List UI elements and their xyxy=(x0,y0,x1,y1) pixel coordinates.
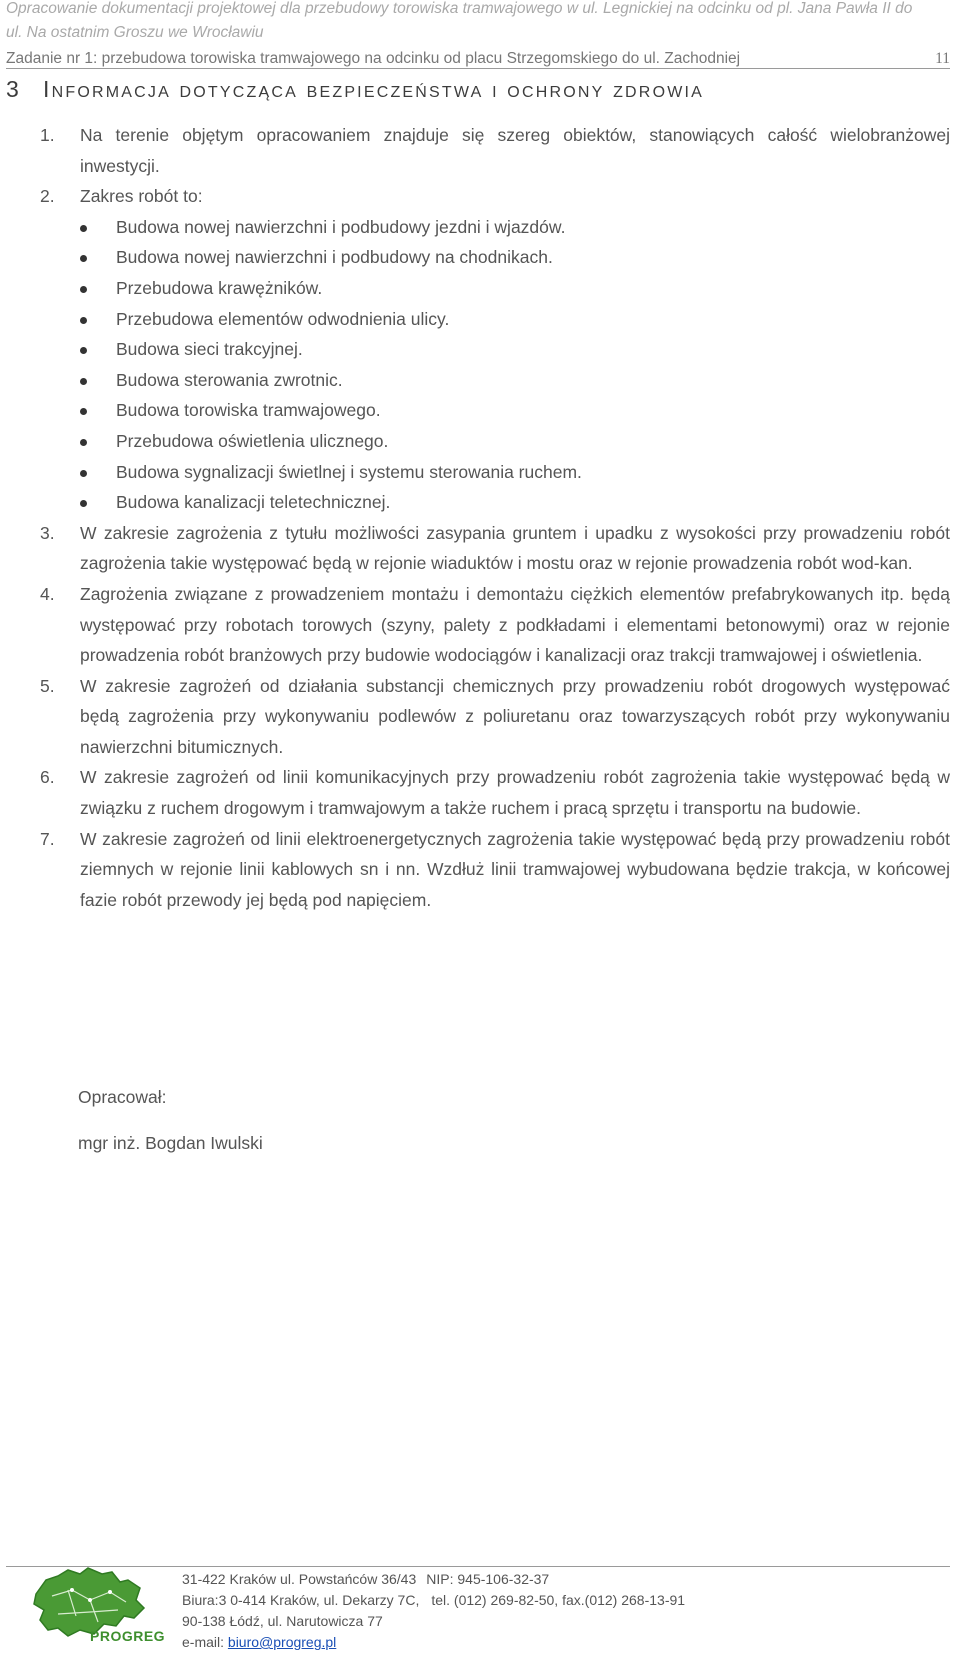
list-item-number: 7. xyxy=(40,828,55,849)
bullet-item: Budowa nowej nawierzchni i podbudowy na chodnikach. xyxy=(40,242,950,273)
list-item-text: Zakres robót to: xyxy=(80,186,203,207)
list-item-text: W zakresie zagrożenia z tytułu możliwości zasypania gruntem i upadku z wysokości przy prowadzeniu robót zagrożenia takie występować będą w rejonie wiaduktów i mostu oraz w rejonie prowadzenia robót wod-kan. xyxy=(80,522,950,574)
document-header-task: Zadanie nr 1: przebudowa torowiska tramwajowego na odcinku od placu Strzegomskiego do ul. Zachodniej xyxy=(6,50,741,67)
footer-email-label: e-mail: xyxy=(182,1634,228,1650)
footer-contact xyxy=(182,1569,685,1653)
list-item-number: 4. xyxy=(40,583,55,604)
footer-nip: NIP: 945-106-32-37 xyxy=(426,1571,550,1587)
section-heading xyxy=(6,76,704,103)
list-item-text: W zakresie zagrożeń od linii elektroenergetycznych zagrożenia takie występować będą przy prowadzeniu robót ziemnych w rejonie linii kablowych sn i nn. Wzdłuż linii tramwajowej wybudowana będzie trakcja, w końcowej fazie robót przewody jej będą pod napięciem. xyxy=(80,828,950,910)
footer-line xyxy=(182,1611,685,1632)
bullet-item: Budowa kanalizacji teletechnicznej. xyxy=(40,487,950,518)
list-item-number: 6. xyxy=(40,767,55,788)
bullet-item: Przebudowa krawężników. xyxy=(40,273,950,304)
list-item xyxy=(40,824,950,916)
header-divider xyxy=(6,68,950,69)
document-header-title-line2: ul. Na ostatnim Groszu we Wrocławiu xyxy=(6,24,264,41)
scope-bullet-list xyxy=(40,212,950,518)
bullet-item: Budowa torowiska tramwajowego. xyxy=(40,395,950,426)
section-number: 3 xyxy=(6,76,21,102)
list-item-number: 1. xyxy=(40,125,55,145)
bullet-item: Budowa nowej nawierzchni i podbudowy jezdni i wjazdów. xyxy=(40,212,950,243)
footer-line xyxy=(182,1590,685,1611)
footer-phone: tel. (012) 269-82-50, fax.(012) 268-13-91 xyxy=(431,1592,686,1608)
signature-name: mgr inż. Bogdan Iwulski xyxy=(78,1133,263,1153)
bullet-item: Budowa sygnalizacji świetlnej i systemu sterowania ruchem. xyxy=(40,457,950,488)
bullet-item: Budowa sterowania zwrotnic. xyxy=(40,365,950,396)
footer-address: 31-422 Kraków ul. Powstańców 36/43 xyxy=(182,1571,417,1587)
bullet-item: Przebudowa oświetlenia ulicznego. xyxy=(40,426,950,457)
page-number: 11 xyxy=(935,50,950,67)
email-link[interactable]: biuro@progreg.pl xyxy=(227,1634,337,1650)
footer-lodz-address: 90-138 Łódź, ul. Narutowicza 77 xyxy=(182,1613,383,1629)
document-body xyxy=(40,120,950,915)
section-title: Informacja dotycząca bezpieczeństwa i ochrony zdrowia xyxy=(43,76,705,102)
list-item-text: Zagrożenia związane z prowadzeniem montażu i demontażu ciężkich elementów prefabrykowanych itp. będą występować przy robotach torowych (szyny, palety z podkładami i elementami betonowymi) oraz w rejonie prowadzenia robót branżowych przy budowie wodociągów i kanalizacji oraz trakcji tramwajowej i oświetlenia. xyxy=(80,583,950,666)
list-item-text: W zakresie zagrożeń od linii komunikacyjnych przy prowadzeniu robót zagrożenia takie występować będą w związku z ruchem drogowym i tramwajowym a także ruchem i pracą sprzętu i transportu na budowie. xyxy=(80,767,950,819)
list-item-number: 5. xyxy=(40,675,55,696)
list-item-number: 3. xyxy=(40,522,55,543)
list-item-text: W zakresie zagrożeń od działania substancji chemicznych przy prowadzeniu robót drogowych występować będą zagrożenia przy wykonywaniu podlewów z poliuretanu oraz towarzyszących robót przy wykonywaniu nawierzchni bitumicznych. xyxy=(80,675,950,757)
document-header-title-line1: Opracowanie dokumentacji projektowej dla przebudowy torowiska tramwajowego w ul. Legnickiej na odcinku od pl. Jana Pawła II do xyxy=(6,0,913,17)
logo-text: PROGREG xyxy=(90,1628,166,1644)
footer-line xyxy=(182,1569,685,1590)
list-item xyxy=(40,579,950,671)
bullet-item: Przebudowa elementów odwodnienia ulicy. xyxy=(40,304,950,335)
list-item xyxy=(40,181,950,212)
footer-office-address: Biura:3 0-414 Kraków, ul. Dekarzy 7C, xyxy=(182,1592,420,1608)
list-item xyxy=(40,671,950,763)
list-item xyxy=(40,518,950,579)
list-item-number: 2. xyxy=(40,186,55,207)
bullet-item: Budowa sieci trakcyjnej. xyxy=(40,334,950,365)
list-item xyxy=(40,120,950,181)
signature-label: Opracował: xyxy=(78,1087,167,1107)
list-item xyxy=(40,762,950,823)
list-item-text: Na terenie objętym opracowaniem znajduje się szereg obiektów, stanowiących całość wielobranżowej inwestycji. xyxy=(80,125,950,176)
